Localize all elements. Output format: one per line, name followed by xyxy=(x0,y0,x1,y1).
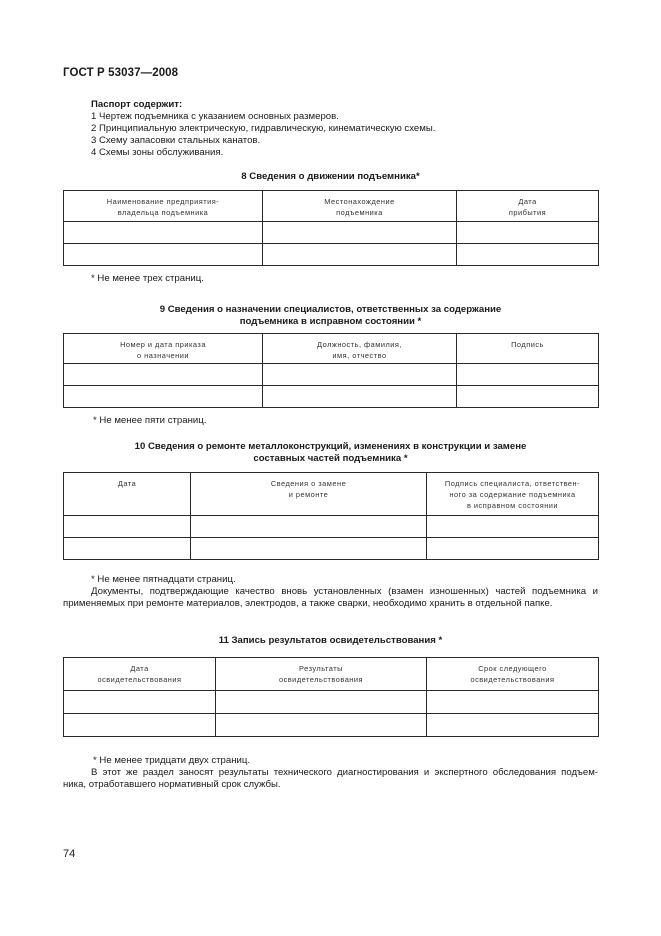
passport-title: Паспорт содержит: xyxy=(91,99,183,110)
table-row xyxy=(64,222,599,244)
table-row xyxy=(64,364,599,386)
table-row xyxy=(64,714,599,737)
table-header-cell: Срок следующего освидетельствования xyxy=(427,658,599,691)
section-10-paragraph-line-1: Документы, подтверждающие качество вновь установленных (взамен изношенных) частей подъемника и xyxy=(91,586,598,597)
section-9-footnote: * Не менее пяти страниц. xyxy=(93,415,207,426)
table-header-cell: Подпись xyxy=(457,334,599,364)
table-header-cell: Номер и дата приказа о назначении xyxy=(64,334,263,364)
section-9-title-line-2: подъемника в исправном состоянии * xyxy=(239,316,422,327)
document-code: ГОСТ Р 53037—2008 xyxy=(63,67,179,79)
table-header-cell: Дата освидетельствования xyxy=(64,658,216,691)
section-10-paragraph-line-2: применяемых при ремонте материалов, электродов, а также сварки, необходимо хранить в отдельной папке. xyxy=(63,598,553,609)
section-11-paragraph-line-1: В этот же раздел заносят результаты технического диагностирования и экспертного обследования подъем- xyxy=(91,767,598,778)
table-row xyxy=(64,244,599,266)
section-10-title-line-1: 10 Сведения о ремонте металлоконструкций, изменениях в конструкции и замене xyxy=(134,441,527,452)
table-row xyxy=(64,386,599,408)
section-8-footnote: * Не менее трех страниц. xyxy=(91,273,204,284)
table-header-cell: Дата прибытия xyxy=(457,191,599,222)
section-9-table xyxy=(63,333,599,408)
section-11-paragraph-line-2: ника, отработавшего нормативный срок службы. xyxy=(63,779,281,790)
section-8-table xyxy=(63,190,599,266)
passport-item-1: 1 Чертеж подъемника с указанием основных размеров. xyxy=(91,111,339,122)
section-11-footnote: * Не менее тридцати двух страниц. xyxy=(93,755,251,766)
section-11-title: 11 Запись результатов освидетельствования * xyxy=(218,635,443,646)
section-10-title-line-2: составных частей подъемника * xyxy=(253,453,408,464)
table-header-cell: Подпись специалиста, ответствен- ного за содержание подъемника в исправном состоянии xyxy=(427,473,599,516)
passport-item-4: 4 Схемы зоны обслуживания. xyxy=(91,147,224,158)
page-number: 74 xyxy=(63,848,76,860)
section-10-table xyxy=(63,472,599,560)
table-row xyxy=(64,516,599,538)
table-header-cell: Наименование предприятия- владельца подъемника xyxy=(64,191,263,222)
section-10-footnote: * Не менее пятнадцати страниц. xyxy=(91,574,236,585)
passport-item-2: 2 Принципиальную электрическую, гидравлическую, кинематическую схемы. xyxy=(91,123,436,134)
table-row xyxy=(64,538,599,560)
table-header-cell: Результаты освидетельствования xyxy=(216,658,427,691)
table-header-cell: Сведения о замене и ремонте xyxy=(191,473,427,516)
section-8-title: 8 Сведения о движении подъемника* xyxy=(241,171,420,182)
table-header-cell: Должность, фамилия, имя, отчество xyxy=(263,334,457,364)
table-header-cell: Дата xyxy=(64,473,191,516)
section-9-title-line-1: 9 Сведения о назначении специалистов, ответственных за содержание xyxy=(159,304,502,315)
section-11-table xyxy=(63,657,599,737)
table-row xyxy=(64,691,599,714)
passport-item-3: 3 Схему запасовки стальных канатов. xyxy=(91,135,261,146)
table-header-cell: Местонахождение подъемника xyxy=(263,191,457,222)
